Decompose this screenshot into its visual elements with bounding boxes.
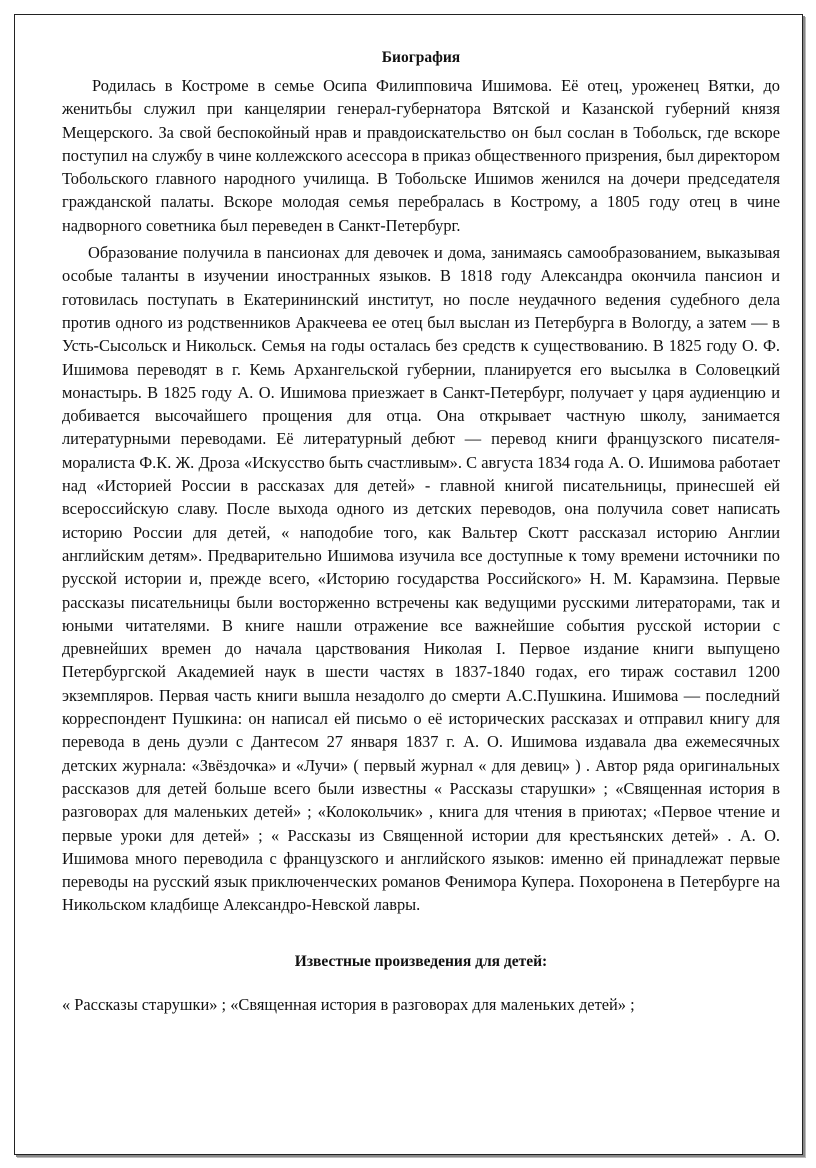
document-body	[62, 49, 780, 1016]
works-heading: Известные произведения для детей:	[294, 952, 548, 970]
document-page	[14, 14, 803, 1155]
works-list: « Рассказы старушки» ; «Священная история в разговорах для маленьких детей» ;	[62, 994, 635, 1014]
document-title: Биография	[381, 49, 461, 66]
biography-paragraph-1: Родилась в Костроме в семье Осипа Филипповича Ишимова. Её отец, уроженец Вятки, до женитьбы служил при канцелярии генерал-губернатора Вятской и Казанской губерний князя Мещерского. За свой беспокойный нрав и правдоискательство он был сослан в Тобольск, где вскоре поступил на службу в чине коллежского асессора в приказ общественного призрения, был директором Тобольского главного народного училища. В Тобольске Ишимов женился на дочери председателя гражданской палаты. Вскоре молодая семья перебралась в Кострому, а 1805 году отец в чине надворного советника был переведен в Санкт-Петербург.	[62, 76, 780, 235]
biography-paragraph-2: Образование получила в пансионах для девочек и дома, занимаясь самообразованием, выказывая особые таланты в изучении иностранных языков. В 1818 году Александра окончила пансион и готовилась поступать в Екатерининский институт, но после неудачного ведения судебного дела против одного из родственников Аракчеева ее отец был выслан из Петербурга в Вологду, а затем — в Усть-Сысольск и Никольск. Семья на годы осталась без средств к существованию. В 1825 году О. Ф. Ишимова переводят в г. Кемь Архангельской губернии, планируется его высылка в Соловецкий монастырь. В 1825 году А. О. Ишимова приезжает в Санкт-Петербург, получает у царя аудиенцию и добивается высочайшего прощения для отца. Она открывает частную школу, занимается литературными переводами. Её литературный дебют — перевод книги французского писателя-моралиста Ф.К. Ж. Дроза «Искусство быть счастливым». С августа 1834 года А. О. Ишимова работает над «Историей России в рассказах для детей» - главной книгой писательницы, принесшей ей всероссийскую славу. После выхода одного из детских переводов, она получила совет написать историю России для детей, « наподобие того, как Вальтер Скотт рассказал историю Англии английским детям». Предварительно Ишимова изучила все доступные к тому времени источники по русской истории и, прежде всего, «Историю государства Российского» Н. М. Карамзина. Первые рассказы писательницы были восторженно встречены как ведущими русскими литераторами, так и юными читателями. В книге нашли отражение все важнейшие события русской истории с древнейших времен до начала царствования Николая I. Первое издание книги выпущено Петербургской Академией наук в шести частях в 1837-1840 годах, его тираж составил 1200 экземпляров. Первая часть книги вышла незадолго до смерти А.С.Пушкина. Ишимова — последний корреспондент Пушкина: он написал ей письмо о её исторических рассказах и отправил книгу для перевода в день дуэли с Дантесом 27 января 1837 г. А. О. Ишимова издавала два ежемесячных детских журнала: «Звёздочка» и «Лучи» ( первый журнал « для девиц» ) . Автор ряда оригинальных рассказов для детей больше всего были известны « Рассказы старушки» ; «Священная история в разговорах для маленьких детей» ; «Колокольчик» , книга для чтения в приютах; «Первое чтение и первые уроки для детей» ; « Рассказы из Священной истории для крестьянских детей» . А. О. Ишимова много переводила с французского и английского языков: именно ей принадлежат первые переводы на русский язык приключенческих романов Фенимора Купера. Похоронена в Петербурге на Никольском кладбище Александро-Невской лавры.	[62, 243, 780, 915]
